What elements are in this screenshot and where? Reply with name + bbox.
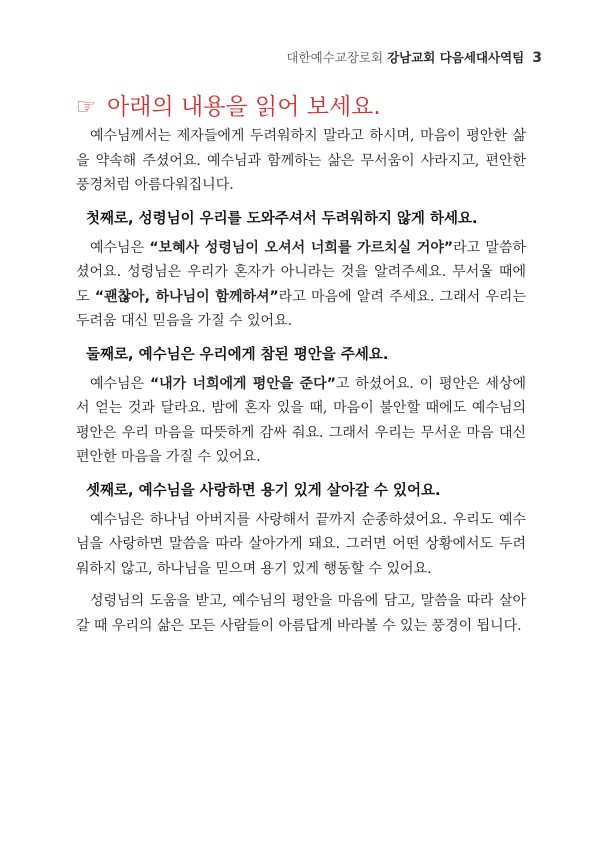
section-heading-3: 셋째로, 예수님을 사랑하면 용기 있게 살아갈 수 있어요. <box>86 482 441 499</box>
text-run: 라고 마음에 알려 주세요. 그래서 우리는 두려움 대신 믿음을 가질 수 있어요. <box>76 288 526 329</box>
header-church: 강남교회 다음세대사역팀 <box>387 50 525 65</box>
section-heading-2: 둘째로, 예수님은 우리에게 참된 평안을 주세요. <box>86 346 389 363</box>
quote-bold: “보혜사 성령님이 오셔서 너희를 가르치실 거야” <box>149 239 454 256</box>
page-title-text: 아래의 내용을 읽어 보세요. <box>107 94 381 120</box>
conclusion-paragraph: 성령님의 도움을 받고, 예수님의 평안을 마음에 담고, 말씀을 따라 살아갈 때 우리의 삶은 모든 사람들이 아름답게 바라볼 수 있는 풍경이 됩니다. <box>76 593 526 634</box>
page-header <box>286 48 542 66</box>
section-paragraph-2 <box>76 372 526 470</box>
text-run: 예수님은 <box>90 239 150 256</box>
quote-bold: “내가 너희에게 평안을 준다” <box>149 375 336 392</box>
header-org: 대한예수교장로회 <box>286 50 384 65</box>
section-paragraph-1 <box>76 236 526 334</box>
text-run: 라고 말씀하셨어요. 성령님은 우리가 혼자가 아니라는 것을 알려주세요. 무서울 때에도 <box>76 239 527 305</box>
text-run: 예수님은 <box>90 375 150 392</box>
intro-paragraph: 예수님께서는 제자들에게 두려워하지 말라고 하시며, 마음이 평안한 삶을 약속해 주셨어요. 예수님과 함께하는 삶은 무서움이 사라지고, 편안한 풍경처럼 아름다워집니다. <box>76 128 526 193</box>
page-title <box>76 88 381 121</box>
pointing-hand-icon: ☞ <box>76 95 96 120</box>
quote-bold: “괜찮아, 하나님이 함께하셔” <box>94 288 279 305</box>
text-run: 고 하셨어요. 이 평안은 세상에서 얻는 것과 달라요. 밤에 혼자 있을 때, 마음이 불안할 때에도 예수님의 평안은 우리 마음을 따뜻하게 감싸 줘요. 그래서 우리는 무서운 마음 대신 편안한 마음을 가질 수 있어요. <box>76 375 526 465</box>
section-heading-1: 첫째로, 성령님이 우리를 도와주셔서 두려워하지 않게 하세요. <box>86 210 478 227</box>
page-number: 3 <box>532 50 542 66</box>
section-paragraph-3: 예수님은 하나님 아버지를 사랑해서 끝까지 순종하셨어요. 우리도 예수님을 사랑하면 말씀을 따라 살아가게 돼요. 그러면 어떤 상황에서도 두려워하지 않고, 하나님을 믿으며 용기 있게 행동할 수 있어요. <box>76 511 526 577</box>
document-body <box>76 124 526 644</box>
